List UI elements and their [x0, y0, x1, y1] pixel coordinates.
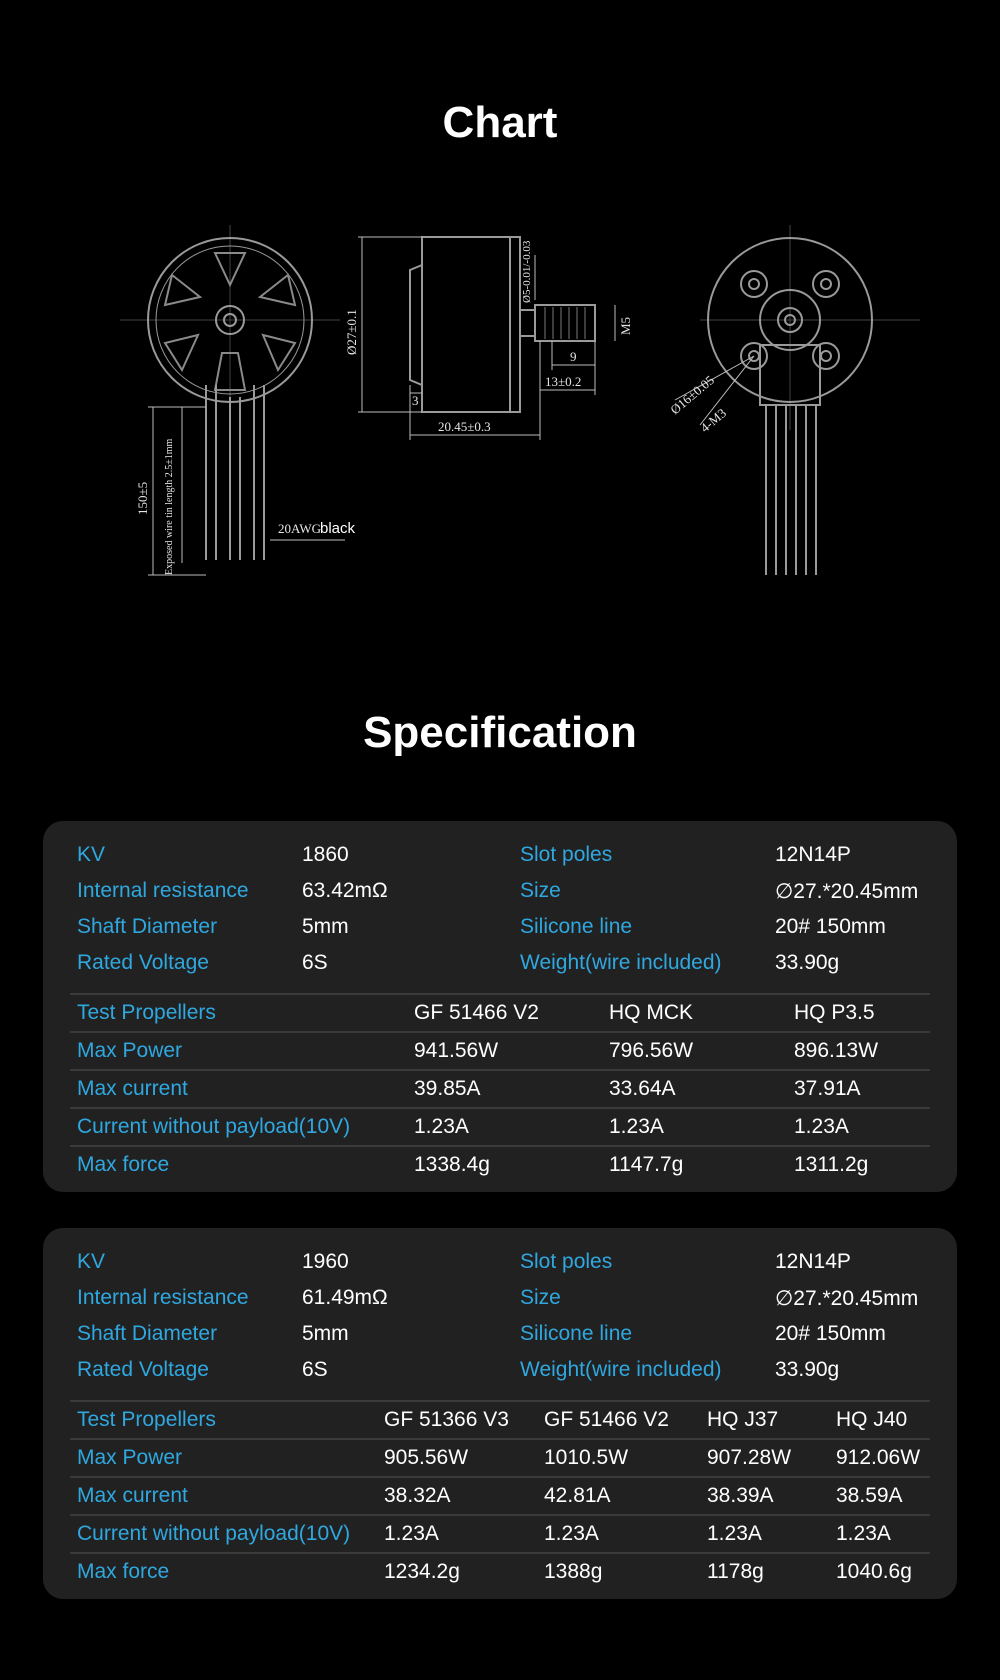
table-row [70, 1515, 930, 1553]
table-cell: 1.23A [602, 1108, 787, 1146]
table-row [70, 1553, 930, 1590]
shaft-length-label: 9 [570, 349, 577, 364]
table-cell: 1388g [537, 1553, 700, 1590]
spec-value: 12N14P [775, 843, 851, 866]
table-cell: 1.23A [377, 1515, 537, 1553]
table-cell: 1147.7g [602, 1146, 787, 1183]
spec-row [77, 1358, 927, 1394]
row-label: Max force [70, 1553, 377, 1590]
spec-label: Weight(wire included) [520, 951, 722, 974]
diameter-label: Ø27±0.1 [344, 309, 359, 355]
table-row [70, 1146, 930, 1183]
spec-label: Rated Voltage [77, 1358, 209, 1381]
column-header: HQ J40 [829, 1401, 930, 1439]
table-header-row [70, 994, 930, 1032]
wire-gauge-label: 20AWG [278, 521, 322, 536]
table-cell: 39.85A [407, 1070, 602, 1108]
spec-label: Weight(wire included) [520, 1358, 722, 1381]
spec-card-kv1960 [43, 1228, 957, 1599]
row-label: Max force [70, 1146, 407, 1183]
propeller-test-table [70, 993, 930, 1183]
table-cell: 1178g [700, 1553, 829, 1590]
table-header-row [70, 1401, 930, 1439]
table-cell: 1311.2g [787, 1146, 930, 1183]
spec-row [77, 1250, 927, 1286]
column-header: Test Propellers [70, 994, 407, 1032]
shaft-total-label: 13±0.2 [545, 374, 582, 389]
spec-value: ∅27.*20.45mm [775, 880, 919, 903]
spec-label: Silicone line [520, 915, 633, 938]
table-row [70, 1477, 930, 1515]
spec-value: 63.42mΩ [302, 879, 388, 902]
spec-value: 6S [302, 1358, 328, 1381]
spec-grid [77, 1250, 927, 1394]
table-cell: 1338.4g [407, 1146, 602, 1183]
table-cell: 941.56W [407, 1032, 602, 1070]
table-cell: 796.56W [602, 1032, 787, 1070]
table-cell: 33.64A [602, 1070, 787, 1108]
table-cell: 1.23A [700, 1515, 829, 1553]
spec-label: Size [520, 1286, 561, 1309]
column-header: GF 51466 V2 [407, 994, 602, 1032]
row-label: Max current [70, 1477, 377, 1515]
motor-base-view [700, 225, 920, 575]
spec-row [77, 879, 927, 915]
wire-length-label: 150±5 [135, 481, 150, 515]
table-cell: 905.56W [377, 1439, 537, 1477]
column-header: HQ P3.5 [787, 994, 930, 1032]
column-header: HQ MCK [602, 994, 787, 1032]
spec-value: 5mm [302, 915, 349, 938]
spec-row [77, 951, 927, 987]
spec-value: 61.49mΩ [302, 1286, 388, 1309]
side-view-dimensions [358, 237, 615, 440]
spec-value: 33.90g [775, 951, 840, 974]
wire-length-dimension [148, 407, 345, 575]
table-cell: 42.81A [537, 1477, 700, 1515]
table-cell: 912.06W [829, 1439, 930, 1477]
spec-row [77, 843, 927, 879]
table-cell: 1040.6g [829, 1553, 930, 1590]
row-label: Max Power [70, 1439, 377, 1477]
mount-holes-label: 4-M3 [697, 405, 730, 436]
row-label: Max Power [70, 1032, 407, 1070]
spec-row [77, 1322, 927, 1358]
spec-label: Shaft Diameter [77, 1322, 218, 1345]
table-row [70, 1070, 930, 1108]
wire-color-label: black [320, 520, 356, 537]
exposed-wire-label: Exposed wire tin length 2.5±1mm [164, 438, 175, 575]
row-label: Current without payload(10V) [70, 1515, 377, 1553]
table-cell: 38.32A [377, 1477, 537, 1515]
column-header: GF 51366 V3 [377, 1401, 537, 1439]
spec-value: 20# 150mm [775, 915, 886, 938]
table-cell: 38.39A [700, 1477, 829, 1515]
row-label: Max current [70, 1070, 407, 1108]
specification-heading: Specification [363, 708, 637, 757]
table-row [70, 1032, 930, 1070]
spec-label: Slot poles [520, 1250, 613, 1273]
spec-value: 1860 [302, 843, 349, 866]
table-cell: 38.59A [829, 1477, 930, 1515]
spec-label: KV [77, 1250, 106, 1273]
column-header: Test Propellers [70, 1401, 377, 1439]
table-cell: 1.23A [537, 1515, 700, 1553]
table-row [70, 1439, 930, 1477]
spec-label: KV [77, 843, 106, 866]
column-header: GF 51466 V2 [537, 1401, 700, 1439]
length-label: 20.45±0.3 [438, 419, 491, 434]
table-cell: 1.23A [829, 1515, 930, 1553]
spec-label: Shaft Diameter [77, 915, 218, 938]
spec-label: Rated Voltage [77, 951, 209, 974]
table-cell: 1234.2g [377, 1553, 537, 1590]
spec-value: 12N14P [775, 1250, 851, 1273]
spec-label: Internal resistance [77, 879, 249, 902]
table-row [70, 1108, 930, 1146]
column-header: HQ J37 [700, 1401, 829, 1439]
spec-value: 20# 150mm [775, 1322, 886, 1345]
table-cell: 1.23A [407, 1108, 602, 1146]
spec-row [77, 915, 927, 951]
table-cell: 896.13W [787, 1032, 930, 1070]
spec-value: 5mm [302, 1322, 349, 1345]
spec-label: Slot poles [520, 843, 613, 866]
spec-label: Internal resistance [77, 1286, 249, 1309]
table-cell: 1010.5W [537, 1439, 700, 1477]
base-label: 3 [412, 393, 419, 408]
spec-value: 1960 [302, 1250, 349, 1273]
spec-value: ∅27.*20.45mm [775, 1287, 919, 1310]
spec-label: Size [520, 879, 561, 902]
row-label: Current without payload(10V) [70, 1108, 407, 1146]
mount-circle-label: Ø16±0.05 [667, 372, 717, 418]
table-cell: 907.28W [700, 1439, 829, 1477]
chart-heading: Chart [442, 98, 558, 147]
table-cell: 37.91A [787, 1070, 930, 1108]
motor-technical-drawing [120, 225, 920, 595]
shaft-diameter-label: Ø5-0.01/-0.03 [521, 240, 533, 303]
spec-value: 6S [302, 951, 328, 974]
spec-row [77, 1286, 927, 1322]
propeller-test-table [70, 1400, 930, 1590]
spec-value: 33.90g [775, 1358, 840, 1381]
thread-label: M5 [618, 316, 633, 335]
spec-card-kv1860 [43, 821, 957, 1192]
spec-label: Silicone line [520, 1322, 633, 1345]
spec-grid [77, 843, 927, 987]
table-cell: 1.23A [787, 1108, 930, 1146]
